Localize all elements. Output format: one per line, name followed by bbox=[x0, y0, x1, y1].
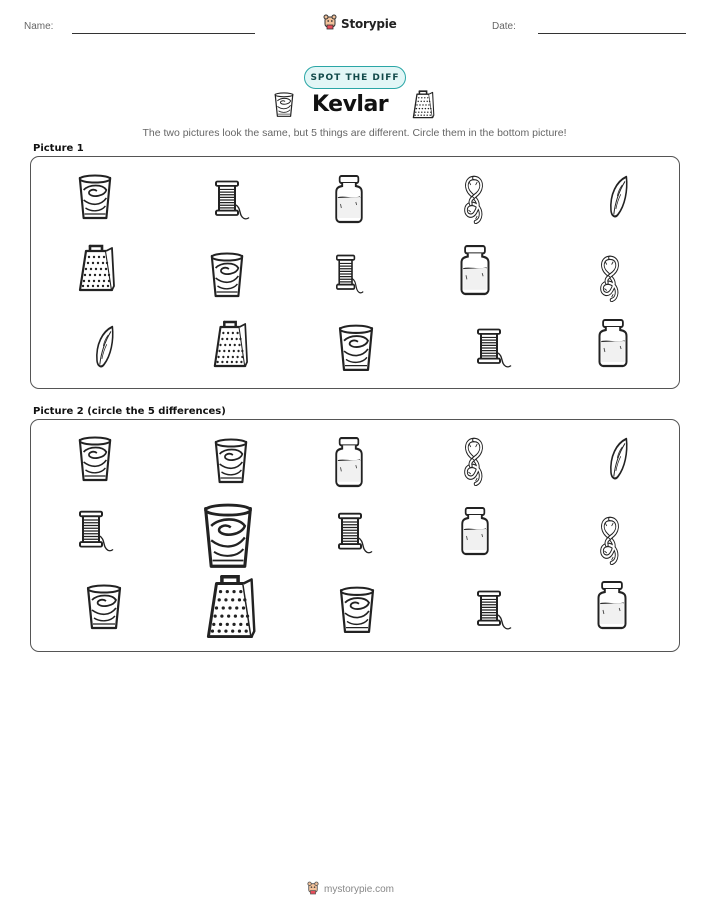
leaf-icon[interactable] bbox=[604, 174, 632, 220]
leaf-icon[interactable] bbox=[90, 324, 118, 370]
grater-icon[interactable] bbox=[76, 244, 116, 294]
cup-icon[interactable] bbox=[76, 434, 114, 484]
picture-1-label: Picture 1 bbox=[33, 143, 84, 154]
brand-logo bbox=[323, 14, 397, 34]
date-label: Date: bbox=[492, 21, 516, 32]
picture-2-label: Picture 2 (circle the 5 differences) bbox=[33, 406, 226, 417]
jar-icon[interactable] bbox=[458, 506, 492, 556]
name-line[interactable] bbox=[72, 33, 255, 34]
cup-icon[interactable] bbox=[76, 172, 114, 222]
jar-icon[interactable] bbox=[594, 580, 630, 630]
page-title: Kevlar bbox=[312, 92, 389, 117]
jar-icon[interactable] bbox=[595, 318, 631, 368]
cup-icon[interactable] bbox=[84, 582, 124, 632]
rope-knot-icon[interactable] bbox=[594, 254, 626, 302]
footer bbox=[307, 880, 394, 899]
name-label: Name: bbox=[24, 21, 54, 32]
spool-icon[interactable] bbox=[210, 178, 250, 222]
grater-icon bbox=[411, 90, 435, 122]
spool-icon[interactable] bbox=[472, 588, 512, 632]
storypie-mascot-icon bbox=[307, 880, 319, 899]
instructions: The two pictures look the same, but 5 things are different. Circle them in the bottom picture! bbox=[142, 127, 567, 139]
jar-icon[interactable] bbox=[457, 244, 493, 296]
cup-icon[interactable] bbox=[336, 322, 376, 374]
rope-knot-icon[interactable] bbox=[458, 436, 490, 486]
footer-url[interactable]: mystorypie.com bbox=[324, 884, 395, 895]
date-line[interactable] bbox=[538, 33, 686, 34]
spool-icon[interactable] bbox=[74, 508, 114, 554]
jar-icon[interactable] bbox=[332, 174, 366, 224]
grater-icon[interactable] bbox=[203, 574, 257, 642]
rope-knot-icon[interactable] bbox=[594, 515, 626, 565]
jar-icon[interactable] bbox=[332, 436, 366, 488]
cup-icon[interactable] bbox=[337, 584, 377, 636]
rope-knot-icon[interactable] bbox=[458, 174, 490, 224]
storypie-mascot-icon bbox=[323, 14, 337, 34]
spool-icon[interactable] bbox=[472, 326, 512, 370]
leaf-icon[interactable] bbox=[604, 436, 632, 482]
spool-icon[interactable] bbox=[333, 510, 373, 556]
cup-icon[interactable] bbox=[200, 500, 256, 572]
grater-icon[interactable] bbox=[211, 320, 249, 370]
spot-the-diff-badge: SPOT THE DIFF bbox=[304, 66, 406, 89]
spool-icon[interactable] bbox=[332, 252, 364, 296]
cup-icon[interactable] bbox=[212, 436, 250, 486]
brand-name: Storypie bbox=[341, 17, 397, 31]
cup-icon bbox=[273, 91, 295, 121]
cup-icon[interactable] bbox=[208, 250, 246, 300]
